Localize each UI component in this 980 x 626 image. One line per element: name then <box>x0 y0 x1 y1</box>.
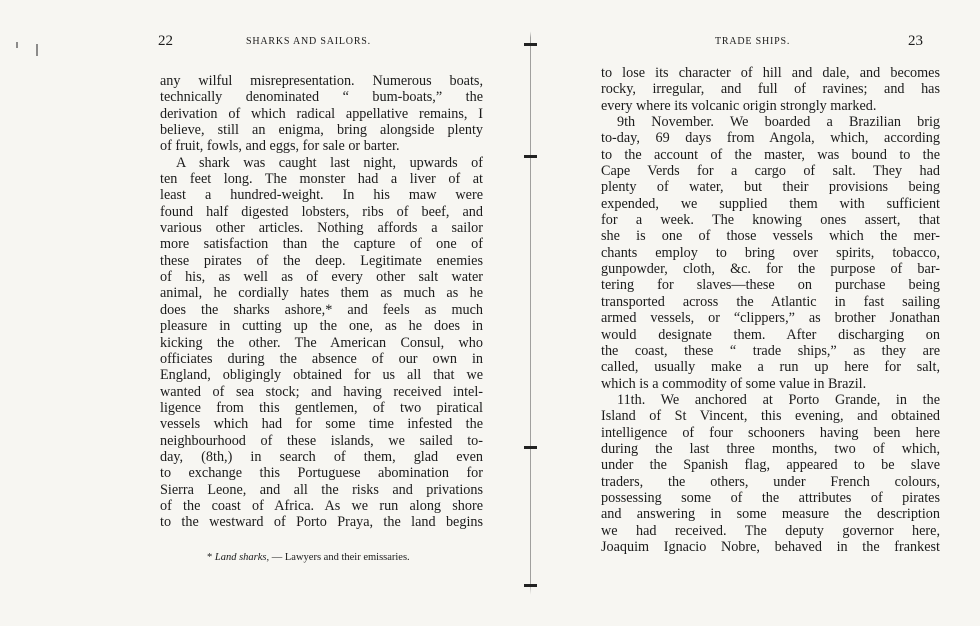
text-line: Sierra Leone, and all the risks and privations <box>160 481 483 498</box>
text-line: plenty of water, but their provisions being <box>601 179 940 196</box>
text-line: pleasure in cutting up the one, as he does in <box>160 318 483 335</box>
text-line: derivation of which radical appellative remains, I <box>160 105 483 122</box>
text-line: for a week. The knowing ones assert, that <box>601 212 940 229</box>
text-line: more satisfaction than the capture of one of <box>160 236 483 253</box>
text-line: wanted of sea stock; and having received intel- <box>160 383 483 400</box>
left-body-text <box>160 73 483 531</box>
text-line: Joaquim Ignacio Nobre, behaved in the frankest <box>601 538 940 555</box>
text-line: Cape Verds for a cargo of salt. They had <box>601 163 940 180</box>
text-line: to the account of the master, was bound to the <box>601 146 940 163</box>
book-gutter <box>530 0 531 626</box>
footnote-term: Land sharks, <box>214 552 270 563</box>
text-line: to-day, 69 days from Angola, which, according <box>601 130 940 147</box>
text-line: gunpowder, cloth, &c. for the purpose of bar- <box>601 261 940 278</box>
text-line: ligence from this gentlemen, of two piratical <box>160 399 483 416</box>
right-body-text <box>601 65 940 555</box>
right-page-number: 23 <box>908 33 923 49</box>
text-line: ten feet long. The monster had a liver of at <box>160 171 483 188</box>
text-line: 9th November. We boarded a Brazilian brig <box>617 114 940 131</box>
text-line: tering for slaves—these on purchase being <box>601 277 940 294</box>
text-line: chants employ to bring over spirits, tobacco, <box>601 244 940 261</box>
text-line: 11th. We anchored at Porto Grande, in the <box>617 391 940 408</box>
text-line: expended, we supplied them with sufficient <box>601 195 940 212</box>
text-line: the coast, these “ trade ships,” as they are <box>601 342 940 359</box>
left-running-head: SHARKS AND SAILORS. <box>246 36 371 47</box>
text-line: animal, he cordially hates them as much as he <box>160 285 483 302</box>
text-line: to lose its character of hill and dale, and becomes <box>601 65 940 81</box>
scan-edge-mark-small <box>16 42 18 48</box>
text-line: every where its volcanic origin strongly marked. <box>601 97 877 114</box>
left-footnote <box>207 552 410 563</box>
left-page-number: 22 <box>158 33 173 49</box>
text-line: called, usually make a run up here for salt, <box>601 359 940 376</box>
text-line: kicking the other. The American Consul, who <box>160 334 483 351</box>
text-line: does the sharks ashore,* and feels as much <box>160 301 483 318</box>
text-line: any wilful misrepresentation. Numerous boats, <box>160 73 483 89</box>
text-line: transported across the Atlantic in fast sailing <box>601 293 940 310</box>
text-line: which is a commodity of some value in Brazil. <box>601 375 867 392</box>
text-line: officiates during the absence of our own in <box>160 350 483 367</box>
text-line: England, obligingly obtained for us all that we <box>160 367 483 384</box>
text-line: least a hundred-weight. In his maw were <box>160 187 483 204</box>
text-line: during the last three months, two of which, <box>601 440 940 457</box>
text-line: and answering in some measure the description <box>601 506 940 523</box>
text-line: Island of St Vincent, this evening, and obtained <box>601 408 940 425</box>
footnote-marker: * <box>207 552 213 563</box>
text-line: would designate them. After discharging on <box>601 326 940 343</box>
footnote-text: — Lawyers and their emissaries. <box>271 552 410 563</box>
text-line: intelligence of four schooners having been here <box>601 424 940 441</box>
scan-edge-mark <box>36 44 38 56</box>
text-line: under the Spanish flag, appeared to be slave <box>601 457 940 474</box>
text-line: these pirates of the deep. Legitimate enemies <box>160 252 483 269</box>
text-line: armed vessels, or “clippers,” as brother Jonathan <box>601 310 940 327</box>
text-line: possessing some of the attributes of pirates <box>601 489 940 506</box>
text-line: day, (8th,) in search of them, glad even <box>160 448 483 465</box>
text-line: neighbourhood of these islands, we sailed to- <box>160 432 483 449</box>
text-line: found half digested lobsters, ribs of beef, and <box>160 203 483 220</box>
text-line: to exchange this Portuguese abomination for <box>160 465 483 482</box>
text-line: rocky, irregular, and full of ravines; and has <box>601 81 940 98</box>
text-line: of the coast of Africa. As we run along shore <box>160 497 483 514</box>
text-line: technically denominated “ bum-boats,” the <box>160 89 483 106</box>
text-line: various other articles. Nothing affords a sailor <box>160 220 483 237</box>
text-line: we had received. The deputy governor here, <box>601 522 940 539</box>
text-line: to the westward of Porto Praya, the land begins <box>160 514 483 531</box>
text-line: she is one of those vessels which the mer- <box>601 228 940 245</box>
right-page <box>535 0 980 626</box>
text-line: of his, as well as of every other salt water <box>160 269 483 286</box>
right-running-head: TRADE SHIPS. <box>715 36 791 47</box>
text-line: traders, the others, under French colours, <box>601 473 940 490</box>
text-line: A shark was caught last night, upwards of <box>176 154 483 171</box>
text-line: vessels which had for some time infested the <box>160 416 483 433</box>
text-line: of fruit, fowls, and eggs, for sale or barter. <box>160 138 400 155</box>
text-line: believe, still an enigma, bring alongside plenty <box>160 122 483 139</box>
